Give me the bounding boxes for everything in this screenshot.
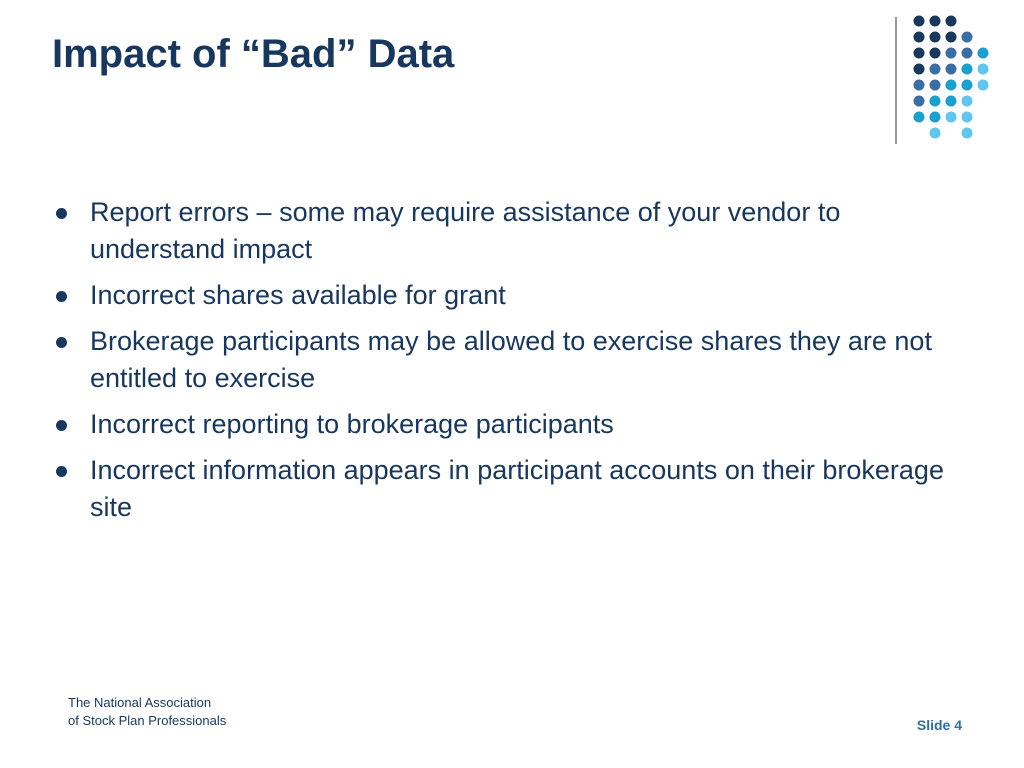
decorative-dot	[930, 48, 941, 59]
footer-org-line-2: of Stock Plan Professionals	[68, 713, 227, 728]
decorative-dot	[962, 48, 973, 59]
decorative-dot	[962, 128, 973, 139]
bullet-dot-icon	[56, 291, 67, 302]
bullet-item	[56, 277, 956, 314]
decorative-dot	[914, 64, 925, 75]
decorative-dot	[946, 112, 957, 123]
decorative-dot	[930, 112, 941, 123]
decorative-dot	[962, 64, 973, 75]
decorative-dot	[914, 96, 925, 107]
decorative-dot	[930, 64, 941, 75]
decorative-dot	[946, 96, 957, 107]
decorative-dot	[946, 16, 957, 27]
title-divider-line	[895, 17, 897, 144]
bullet-dot-icon	[56, 208, 67, 219]
decorative-dot	[914, 112, 925, 123]
footer-org-line-1: The National Association	[68, 695, 212, 710]
decorative-dot	[946, 32, 957, 43]
decorative-dot	[946, 48, 957, 59]
bullet-dot-icon	[56, 466, 67, 477]
slide-title: Impact of “Bad” Data	[52, 32, 455, 76]
decorative-dot	[914, 16, 925, 27]
bullet-item	[56, 323, 956, 397]
decorative-dot-pattern	[0, 0, 1024, 160]
bullet-dot-icon	[56, 420, 67, 431]
decorative-dot	[930, 128, 941, 139]
decorative-dot	[978, 80, 989, 91]
bullet-text: Report errors – some may require assistance of your vendor to understand impact	[90, 197, 841, 264]
decorative-dot	[978, 64, 989, 75]
decorative-dot	[914, 32, 925, 43]
bullet-item	[56, 194, 956, 268]
bullet-item	[56, 406, 956, 443]
decorative-dot	[978, 48, 989, 59]
decorative-dot	[914, 80, 925, 91]
bullet-item	[56, 452, 956, 526]
decorative-dot	[914, 48, 925, 59]
bullet-list	[56, 194, 956, 535]
bullet-text: Brokerage participants may be allowed to exercise shares they are not entitled to exercise	[90, 326, 932, 393]
decorative-dot	[930, 80, 941, 91]
decorative-dot	[962, 96, 973, 107]
footer-organization	[68, 694, 226, 730]
decorative-dot	[946, 80, 957, 91]
bullet-dot-icon	[56, 337, 67, 348]
slide-number: Slide 4	[916, 717, 962, 733]
decorative-dot	[930, 96, 941, 107]
bullet-text: Incorrect shares available for grant	[90, 280, 506, 310]
decorative-dot	[962, 32, 973, 43]
decorative-dot	[962, 112, 973, 123]
decorative-dot	[930, 32, 941, 43]
decorative-dot	[962, 80, 973, 91]
bullet-text: Incorrect information appears in participant accounts on their brokerage site	[90, 455, 944, 522]
bullet-text: Incorrect reporting to brokerage participants	[90, 409, 614, 439]
decorative-dot	[946, 64, 957, 75]
decorative-dot	[930, 16, 941, 27]
